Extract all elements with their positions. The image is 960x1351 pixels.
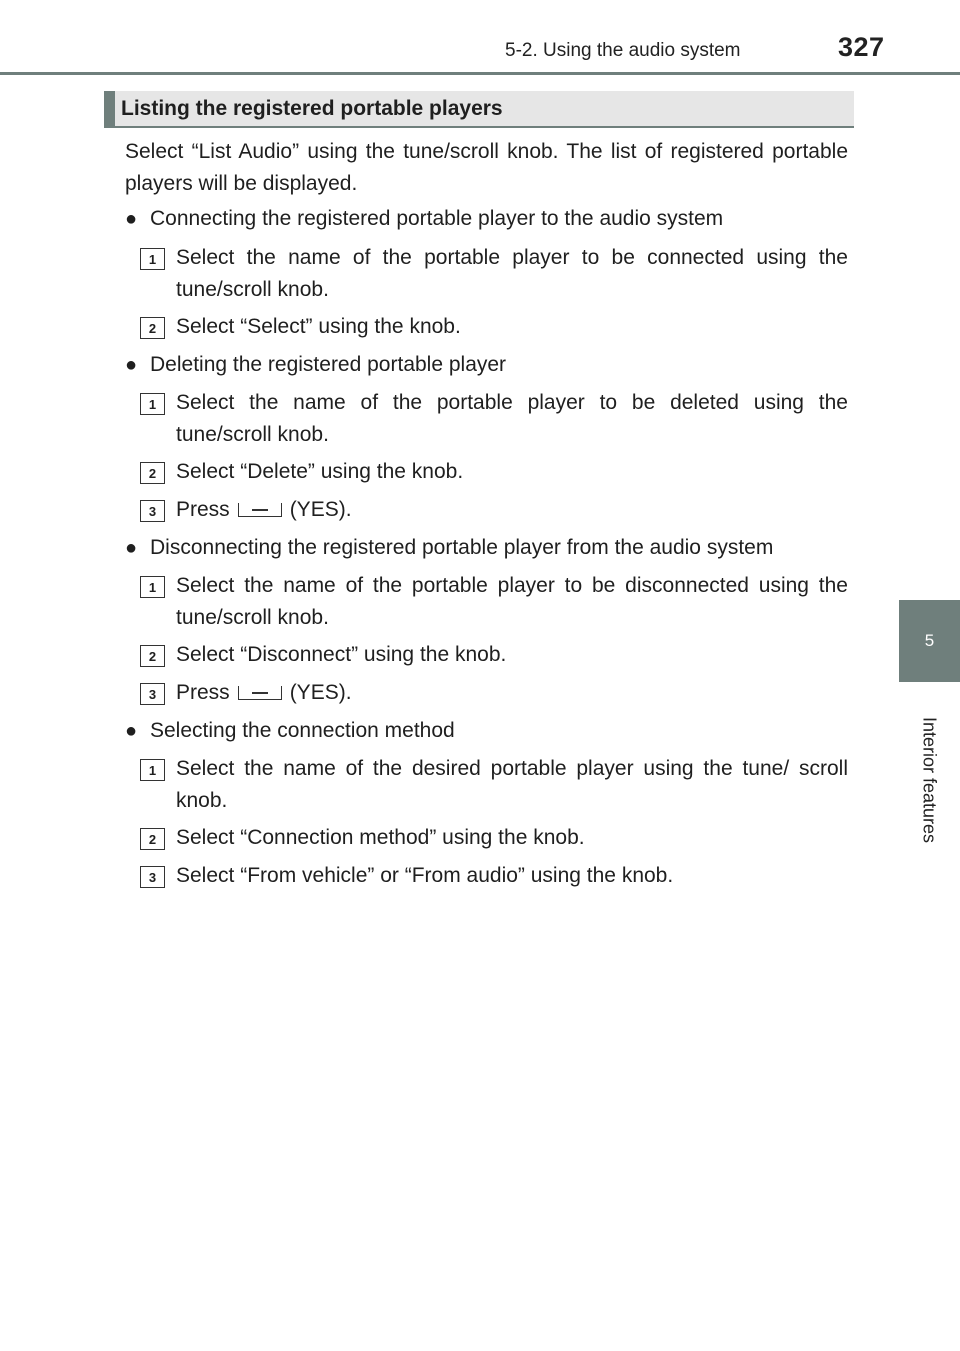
procedure-title-text: Selecting the connection method <box>150 719 455 742</box>
procedure-step <box>140 753 848 817</box>
procedure-step <box>140 456 848 488</box>
procedure-step <box>140 494 848 526</box>
running-header: 5-2. Using the audio system <box>505 40 741 61</box>
procedure-step <box>140 822 848 854</box>
procedure-title <box>125 532 773 564</box>
procedure-step <box>140 311 848 343</box>
step-number-badge: 3 <box>140 500 165 522</box>
step-text: Select the name of the portable player to be disconnected using the tune/scroll knob. <box>176 574 848 629</box>
step-number-badge: 3 <box>140 866 165 888</box>
procedure-step <box>140 677 848 709</box>
procedure-step <box>140 387 848 451</box>
procedure-title <box>125 203 723 235</box>
step-number-badge: 2 <box>140 462 165 484</box>
step-number-badge: 1 <box>140 393 165 415</box>
step-text <box>176 677 848 709</box>
chapter-title: Interior features <box>919 716 940 844</box>
intro-paragraph: Select “List Audio” using the tune/scroll knob. The list of registered portable players will be displayed. <box>125 140 848 195</box>
step-text: Select the name of the portable player to be deleted using the tune/scroll knob. <box>176 391 848 446</box>
bullet-icon: ● <box>125 720 138 742</box>
step-text: Select “Select” using the knob. <box>176 315 461 338</box>
preset-button-icon <box>238 686 282 700</box>
step-text-after: (YES). <box>289 681 352 704</box>
procedure-step <box>140 570 848 634</box>
step-number-badge: 2 <box>140 828 165 850</box>
step-text-before: Press <box>176 498 230 521</box>
procedure-title-text: Disconnecting the registered portable player from the audio system <box>150 536 774 559</box>
chapter-tab <box>899 600 960 682</box>
procedure-title-text: Connecting the registered portable player to the audio system <box>150 207 724 230</box>
header-rule <box>0 72 960 75</box>
preset-button-icon <box>238 503 282 517</box>
procedure-title <box>125 349 506 381</box>
procedure-step <box>140 860 848 892</box>
step-number-badge: 1 <box>140 248 165 270</box>
step-number-badge: 2 <box>140 317 165 339</box>
step-text-after: (YES). <box>289 498 352 521</box>
procedure-title <box>125 715 455 747</box>
bullet-icon: ● <box>125 208 138 230</box>
step-text-before: Press <box>176 681 230 704</box>
bullet-icon: ● <box>125 537 138 559</box>
step-text: Select “Disconnect” using the knob. <box>176 643 507 666</box>
bullet-icon: ● <box>125 354 138 376</box>
step-text: Select “From vehicle” or “From audio” using the knob. <box>176 864 674 887</box>
step-number-badge: 2 <box>140 645 165 667</box>
step-text: Select the name of the portable player to be connected using the tune/scroll knob. <box>176 246 848 301</box>
chapter-number: 5 <box>924 631 935 650</box>
step-text: Select “Delete” using the knob. <box>176 460 464 483</box>
step-text: Select “Connection method” using the knob. <box>176 826 585 849</box>
step-text <box>176 494 848 526</box>
step-number-badge: 1 <box>140 576 165 598</box>
step-number-badge: 1 <box>140 759 165 781</box>
section-heading: Listing the registered portable players <box>104 91 854 128</box>
procedure-title-text: Deleting the registered portable player <box>150 353 507 376</box>
page-number: 327 <box>838 32 885 62</box>
step-text: Select the name of the desired portable player using the tune/ scroll knob. <box>176 757 848 812</box>
procedure-step <box>140 639 848 671</box>
procedure-step <box>140 242 848 306</box>
step-number-badge: 3 <box>140 683 165 705</box>
